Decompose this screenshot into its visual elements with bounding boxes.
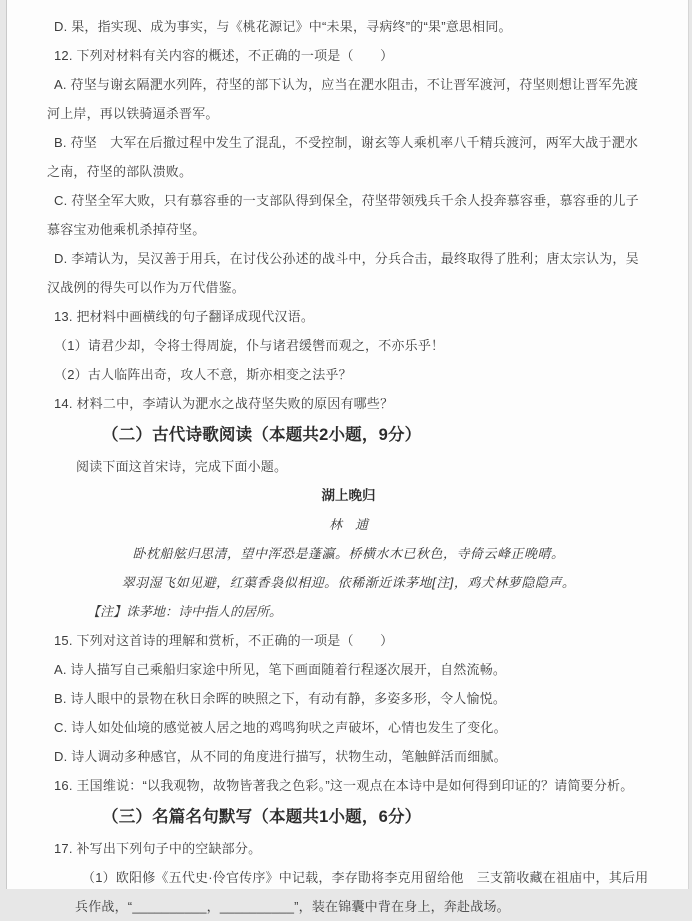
question-15-option-a: A. 诗人描写自己乘船归家途中所见，笔下画面随着行程逐次展开，自然流畅。 (54, 662, 507, 677)
poem-line-2: 翠羽湿飞如见避，红蕖香袅似相迎。依稀渐近诛茅地[注]，鸡犬林萝隐隐声。 (121, 575, 576, 590)
question-12-option-a: A. 苻坚与谢玄隔淝水列阵，苻坚的部下认为，应当在淝水阻击，不让晋军渡河，苻坚则想让晋军先渡河上岸，再以铁骑逼杀晋军。 (47, 77, 639, 121)
poem-title: 湖上晚归 (321, 488, 376, 503)
question-15-stem: 15. 下列对这首诗的理解和赏析，不正确的一项是（ ） (54, 633, 394, 648)
question-17-sub1: （1）欧阳修《五代史·伶官传序》中记载，李存勖将李克用留给他 三支箭收藏在祖庙中，其后用兵作战，“__________，__________”，装在锦囊中背在身上，奔赴战场。 (75, 870, 649, 914)
question-12-stem: 12. 下列对材料有关内容的概述，不正确的一项是（ ） (54, 48, 394, 63)
question-15-option-b: B. 诗人眼中的景物在秋日余晖的映照之下，有动有静，多姿多形，令人愉悦。 (54, 691, 507, 706)
section-2-intro: 阅读下面这首宋诗，完成下面小题。 (76, 459, 288, 474)
question-16-stem: 16. 王国维说：“以我观物，故物皆著我之色彩。”这一观点在本诗中是如何得到印证的？请简要分析。 (54, 778, 634, 793)
prev-question-option-d: D. 果，指实现、成为事实，与《桃花源记》中“未果，寻病终”的“果”意思相同。 (54, 19, 512, 34)
section-3-heading: （三）名篇名句默写（本题共1小题，6分） (102, 808, 422, 826)
question-14-stem: 14. 材料二中，李靖认为淝水之战苻坚失败的原因有哪些？ (54, 396, 394, 411)
question-13-sub1: （1）请君少却，令将士得周旋，仆与诸君缓辔而观之，不亦乐乎！ (54, 338, 445, 353)
question-12-option-c: C. 苻坚全军大败，只有慕容垂的一支部队得到保全，苻坚带领残兵千余人投奔慕容垂，慕容垂的儿子慕容宝劝他乘机杀掉苻坚。 (47, 193, 639, 237)
exam-paper-page (6, 0, 689, 914)
question-12-option-b: B. 苻坚 大军在后撤过程中发生了混乱，不受控制，谢玄等人乘机率八千精兵渡河，两军大战于淝水之南，苻坚的部队溃败。 (47, 135, 639, 179)
question-12-option-d: D. 李靖认为，吴汉善于用兵，在讨伐公孙述的战斗中，分兵合击，最终取得了胜利；唐太宗认为，吴汉战例的得失可以作为万代借鉴。 (47, 251, 639, 295)
poem-author: 林 逋 (328, 517, 368, 532)
poem-line-1: 卧枕船舷归思清，望中浑恐是蓬瀛。桥横水木已秋色，寺倚云峰正晚晴。 (132, 546, 565, 561)
poem-note: 【注】诛茅地：诗中指人的居所。 (87, 604, 283, 619)
question-13-stem: 13. 把材料中画横线的句子翻译成现代汉语。 (54, 309, 315, 324)
question-13-sub2: （2）古人临阵出奇，攻人不意，斯亦相变之法乎？ (54, 367, 352, 382)
section-2-heading: （二）古代诗歌阅读（本题共2小题，9分） (102, 426, 422, 444)
question-15-option-d: D. 诗人调动多种感官，从不同的角度进行描写，状物生动，笔触鲜活而细腻。 (54, 749, 507, 764)
question-17-stem: 17. 补写出下列句子中的空缺部分。 (54, 841, 262, 856)
question-15-option-c: C. 诗人如处仙境的感觉被人居之地的鸡鸣狗吠之声破坏，心情也发生了变化。 (54, 720, 507, 735)
poem-block (47, 481, 650, 597)
